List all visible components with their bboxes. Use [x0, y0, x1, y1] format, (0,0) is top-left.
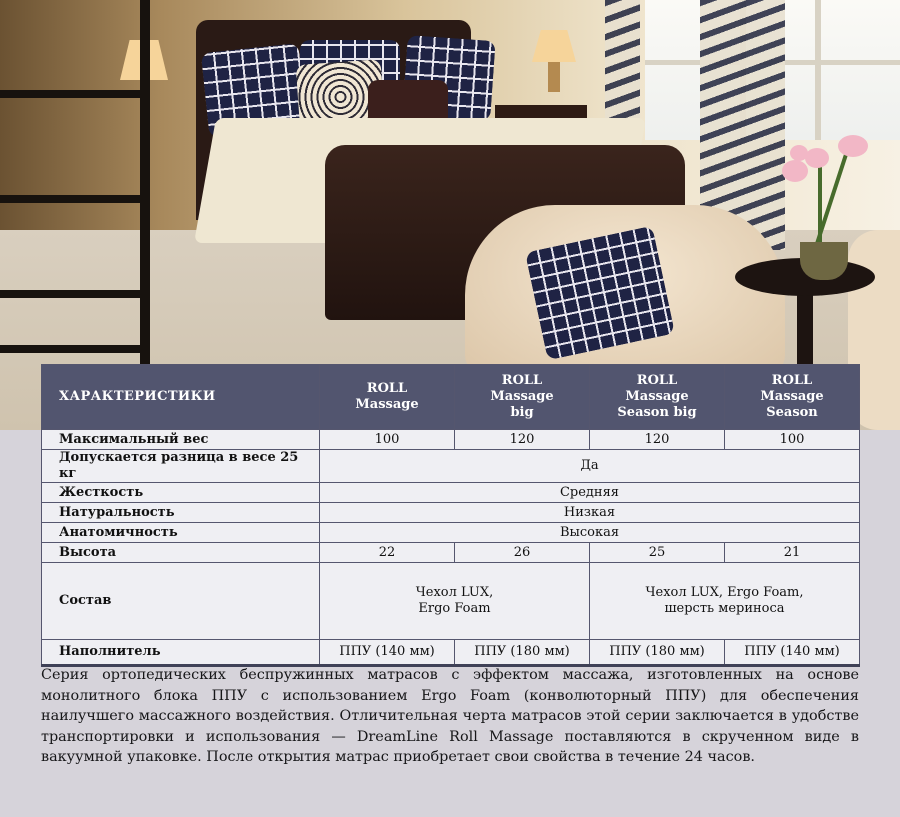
row-label: Состав — [42, 563, 320, 640]
model-header: ROLL Massage — [320, 365, 455, 430]
table-row — [42, 503, 860, 523]
flower-pot — [800, 242, 848, 280]
table-cell: Средняя — [320, 483, 860, 503]
table-row — [42, 430, 860, 450]
table-cell: ППУ (180 мм) — [455, 640, 590, 666]
row-label: Наполнитель — [42, 640, 320, 666]
table-row — [42, 523, 860, 543]
row-label: Высота — [42, 543, 320, 563]
table-cell: ППУ (140 мм) — [320, 640, 455, 666]
table-row — [42, 563, 860, 640]
table-cell: 25 — [590, 543, 725, 563]
row-label: Анатомичность — [42, 523, 320, 543]
row-label: Максимальный вес — [42, 430, 320, 450]
characteristics-header: ХАРАКТЕРИСТИКИ — [42, 365, 320, 430]
table-header-row — [42, 365, 860, 430]
table-cell: Низкая — [320, 503, 860, 523]
table-row — [42, 483, 860, 503]
model-header: ROLL Massage Season — [725, 365, 860, 430]
product-description: Серия ортопедических беспружинных матрасов с эффектом массажа, изготовленных на основе монолитного блока ППУ с использованием Ergo Foam (конволюторный ППУ) для обеспечения наилучшего массажного воздействия. Отличительная черта матрасов этой серии заключается в удобстве транспортировки и использования — DreamLine Roll Massage поставляются в скрученном виде в вакуумной упаковке. После открытия матрас приобретает свои свойства в течение 24 часов. — [41, 667, 859, 765]
table-lamp — [532, 30, 576, 62]
table-row — [42, 450, 860, 483]
row-label: Натуральность — [42, 503, 320, 523]
table-cell: Чехол LUX, Ergo Foam, шерсть мериноса — [590, 563, 860, 640]
table-cell: 120 — [590, 430, 725, 450]
specifications-table — [41, 364, 860, 667]
table-cell: 100 — [320, 430, 455, 450]
table-cell: 120 — [455, 430, 590, 450]
table-row — [42, 543, 860, 563]
model-header: ROLL Massage big — [455, 365, 590, 430]
table-cell: Да — [320, 450, 860, 483]
table-cell: 26 — [455, 543, 590, 563]
row-label: Жесткость — [42, 483, 320, 503]
table-cell: ППУ (140 мм) — [725, 640, 860, 666]
model-header: ROLL Massage Season big — [590, 365, 725, 430]
table-row — [42, 640, 860, 666]
table-cell: ППУ (180 мм) — [590, 640, 725, 666]
table-cell: Чехол LUX, Ergo Foam — [320, 563, 590, 640]
row-label: Допускается разница в весе 25 кг — [42, 450, 320, 483]
table-cell: 100 — [725, 430, 860, 450]
table-cell: 21 — [725, 543, 860, 563]
table-cell: 22 — [320, 543, 455, 563]
table-cell: Высокая — [320, 523, 860, 543]
orchid-flower — [782, 160, 808, 182]
